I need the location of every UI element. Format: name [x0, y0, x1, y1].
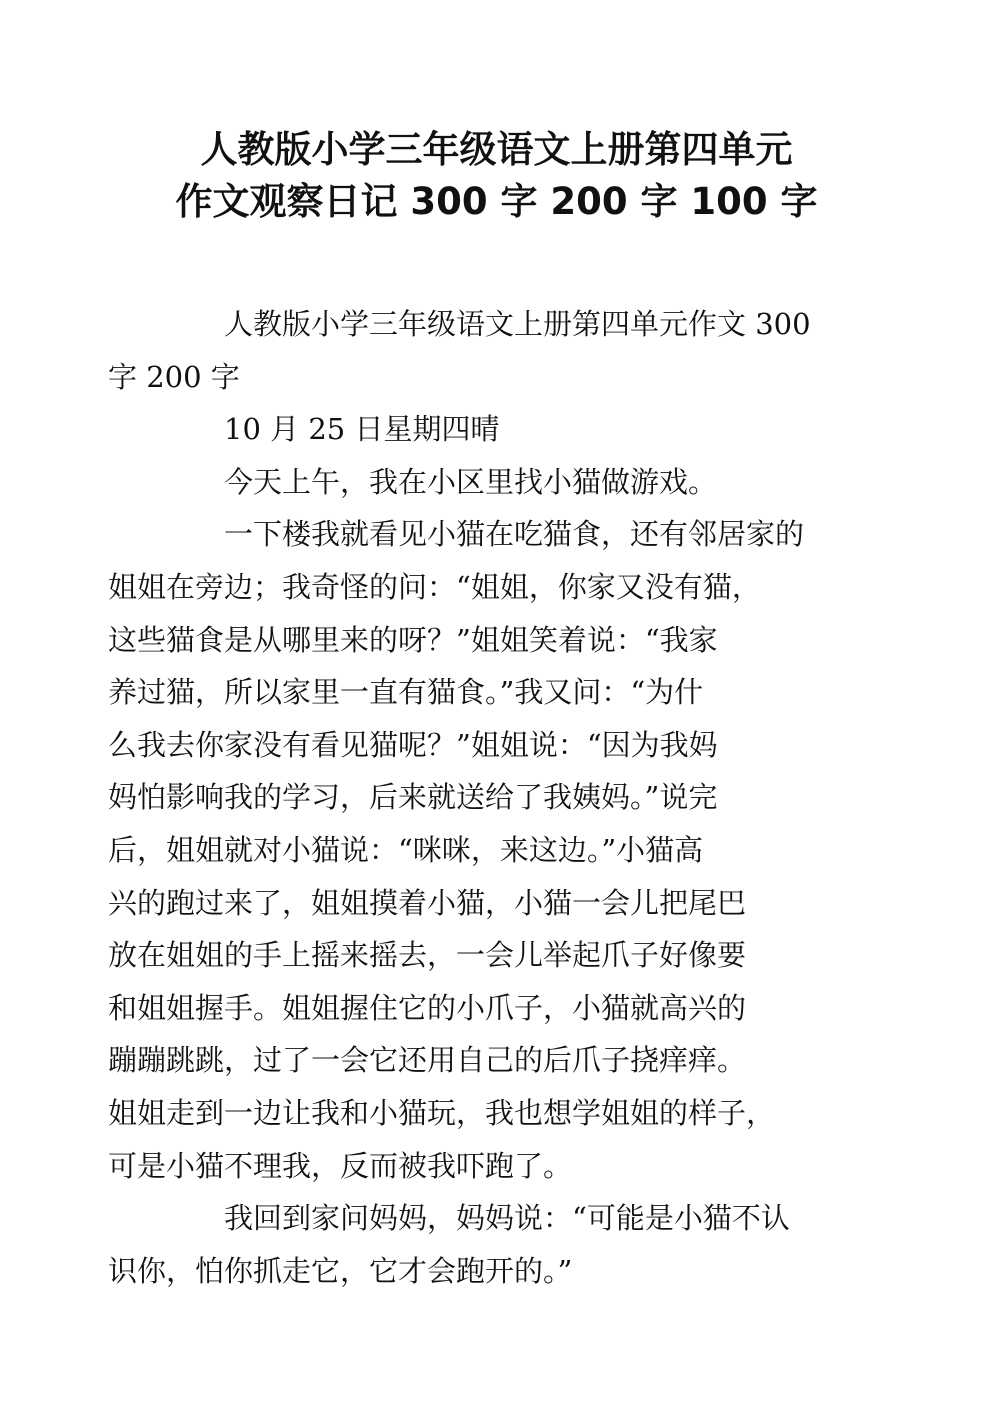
paragraph-closing: [108, 1192, 836, 1297]
paragraph-date: [166, 403, 836, 456]
text-line: 人教版小学三年级语文上册第四单元作文 300: [224, 307, 811, 341]
paragraph-opening: [166, 456, 836, 509]
document-body: [108, 298, 836, 1297]
text-line: 10 月 25 日星期四晴: [224, 412, 500, 447]
paragraph-main: [108, 508, 836, 1192]
text-line: 蹦蹦跳跳，过了一会它还用自己的后爪子挠痒痒。: [108, 1043, 747, 1078]
text-line: 后，姐姐就对小猫说：“咪咪，来这边。”小猫高: [108, 832, 704, 867]
text-line: 字 200 字: [108, 359, 240, 394]
text-line: 识你，怕你抓走它，它才会跑开的。”: [108, 1253, 573, 1288]
text-line: 这些猫食是从哪里来的呀？”姐姐笑着说：“我家: [108, 622, 718, 657]
text-line: 么我去你家没有看见猫呢？”姐姐说：“因为我妈: [108, 727, 718, 762]
title-line-1: 人教版小学三年级语文上册第四单元: [200, 128, 793, 171]
text-line: 一下楼我就看见小猫在吃猫食，还有邻居家的: [224, 517, 805, 552]
paragraph-intro: [108, 298, 836, 403]
document-title: [100, 124, 893, 228]
text-line: 兴的跑过来了，姐姐摸着小猫，小猫一会儿把尾巴: [108, 885, 747, 920]
text-line: 姐姐走到一边让我和小猫玩，我也想学姐姐的样子，: [108, 1095, 776, 1130]
text-line: 可是小猫不理我，反而被我吓跑了。: [108, 1148, 573, 1183]
text-line: 姐姐在旁边；我奇怪的问：“姐姐，你家又没有猫，: [108, 569, 761, 604]
text-line: 和姐姐握手。姐姐握住它的小爪子，小猫就高兴的: [108, 990, 747, 1025]
title-line-2: 作文观察日记 300 字 200 字 100 字: [175, 180, 818, 223]
text-line: 妈怕影响我的学习，后来就送给了我姨妈。”说完: [108, 780, 718, 815]
text-line: 我回到家问妈妈，妈妈说：“可能是小猫不认: [224, 1201, 790, 1236]
text-line: 养过猫，所以家里一直有猫食。”我又问：“为什: [108, 675, 704, 710]
text-line: 放在姐姐的手上摇来摇去，一会儿举起爪子好像要: [108, 938, 747, 973]
text-line: 今天上午，我在小区里找小猫做游戏。: [224, 464, 718, 499]
